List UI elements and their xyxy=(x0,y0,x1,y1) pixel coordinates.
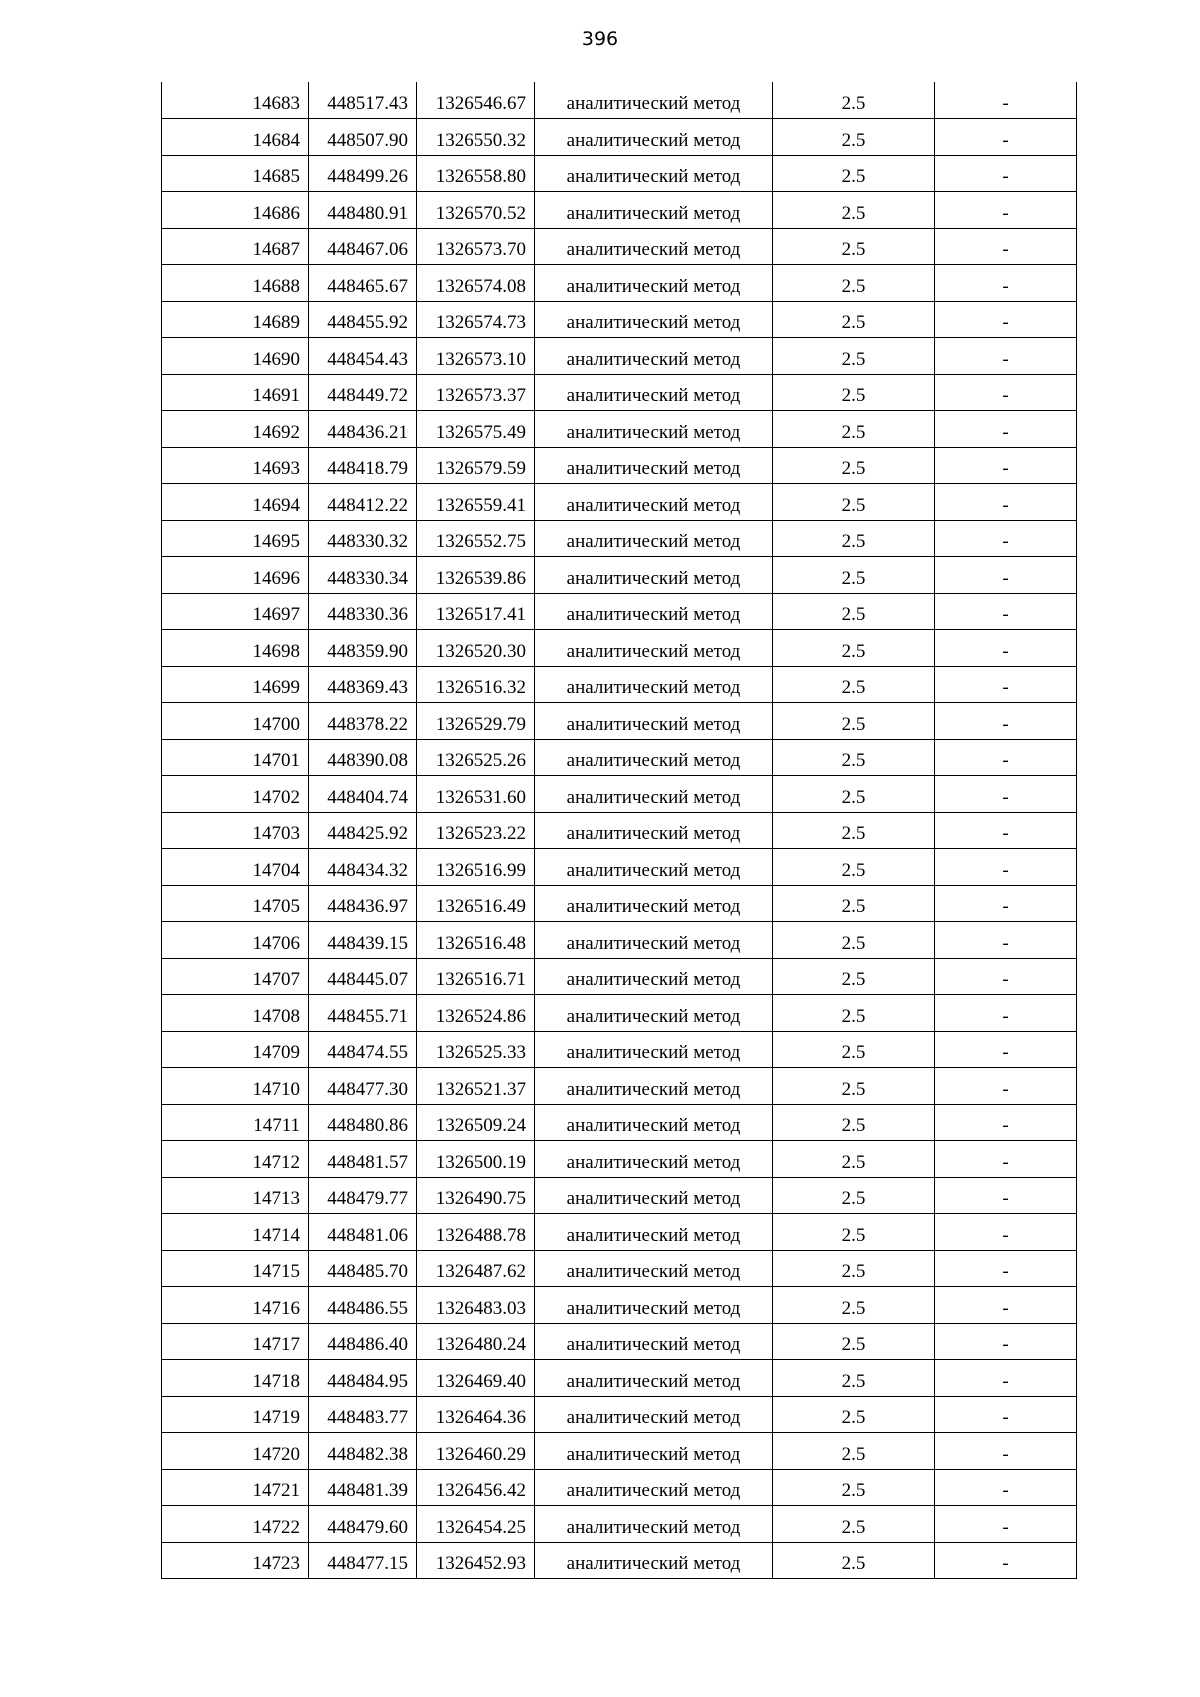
table-row xyxy=(162,1323,1077,1360)
point-number-cell: 14713 xyxy=(162,1177,309,1214)
x-coordinate-cell: 448445.07 xyxy=(309,958,417,995)
method-cell: аналитический метод xyxy=(535,703,773,740)
accuracy-cell: 2.5 xyxy=(773,1323,935,1360)
point-number-cell: 14709 xyxy=(162,1031,309,1068)
x-coordinate-cell: 448480.91 xyxy=(309,192,417,229)
method-cell: аналитический метод xyxy=(535,119,773,156)
y-coordinate-cell: 1326516.32 xyxy=(417,666,535,703)
note-cell: - xyxy=(935,1068,1077,1105)
note-cell: - xyxy=(935,192,1077,229)
note-cell: - xyxy=(935,155,1077,192)
y-coordinate-cell: 1326558.80 xyxy=(417,155,535,192)
x-coordinate-cell: 448483.77 xyxy=(309,1396,417,1433)
table-row xyxy=(162,411,1077,448)
accuracy-cell: 2.5 xyxy=(773,192,935,229)
accuracy-cell: 2.5 xyxy=(773,557,935,594)
point-number-cell: 14716 xyxy=(162,1287,309,1324)
method-cell: аналитический метод xyxy=(535,1177,773,1214)
table-row xyxy=(162,82,1077,119)
accuracy-cell: 2.5 xyxy=(773,958,935,995)
note-cell: - xyxy=(935,739,1077,776)
method-cell: аналитический метод xyxy=(535,557,773,594)
point-number-cell: 14701 xyxy=(162,739,309,776)
table-row xyxy=(162,885,1077,922)
method-cell: аналитический метод xyxy=(535,593,773,630)
method-cell: аналитический метод xyxy=(535,301,773,338)
table-row xyxy=(162,557,1077,594)
accuracy-cell: 2.5 xyxy=(773,301,935,338)
point-number-cell: 14707 xyxy=(162,958,309,995)
method-cell: аналитический метод xyxy=(535,995,773,1032)
table-row xyxy=(162,1360,1077,1397)
method-cell: аналитический метод xyxy=(535,1323,773,1360)
method-cell: аналитический метод xyxy=(535,776,773,813)
table-row xyxy=(162,447,1077,484)
y-coordinate-cell: 1326524.86 xyxy=(417,995,535,1032)
point-number-cell: 14687 xyxy=(162,228,309,265)
table-row xyxy=(162,338,1077,375)
note-cell: - xyxy=(935,1287,1077,1324)
note-cell: - xyxy=(935,338,1077,375)
page-number: 396 xyxy=(581,28,619,50)
method-cell: аналитический метод xyxy=(535,849,773,886)
point-number-cell: 14711 xyxy=(162,1104,309,1141)
note-cell: - xyxy=(935,885,1077,922)
accuracy-cell: 2.5 xyxy=(773,1287,935,1324)
table-row xyxy=(162,958,1077,995)
note-cell: - xyxy=(935,1141,1077,1178)
method-cell: аналитический метод xyxy=(535,1506,773,1543)
y-coordinate-cell: 1326575.49 xyxy=(417,411,535,448)
table-row xyxy=(162,1068,1077,1105)
method-cell: аналитический метод xyxy=(535,666,773,703)
y-coordinate-cell: 1326529.79 xyxy=(417,703,535,740)
method-cell: аналитический метод xyxy=(535,812,773,849)
method-cell: аналитический метод xyxy=(535,1068,773,1105)
table-row xyxy=(162,1542,1077,1579)
x-coordinate-cell: 448412.22 xyxy=(309,484,417,521)
method-cell: аналитический метод xyxy=(535,411,773,448)
y-coordinate-cell: 1326574.08 xyxy=(417,265,535,302)
x-coordinate-cell: 448436.97 xyxy=(309,885,417,922)
note-cell: - xyxy=(935,995,1077,1032)
x-coordinate-cell: 448404.74 xyxy=(309,776,417,813)
accuracy-cell: 2.5 xyxy=(773,1250,935,1287)
table-row xyxy=(162,374,1077,411)
method-cell: аналитический метод xyxy=(535,155,773,192)
note-cell: - xyxy=(935,958,1077,995)
y-coordinate-cell: 1326500.19 xyxy=(417,1141,535,1178)
note-cell: - xyxy=(935,1031,1077,1068)
y-coordinate-cell: 1326517.41 xyxy=(417,593,535,630)
accuracy-cell: 2.5 xyxy=(773,1506,935,1543)
note-cell: - xyxy=(935,1396,1077,1433)
method-cell: аналитический метод xyxy=(535,1104,773,1141)
y-coordinate-cell: 1326483.03 xyxy=(417,1287,535,1324)
accuracy-cell: 2.5 xyxy=(773,228,935,265)
note-cell: - xyxy=(935,1360,1077,1397)
note-cell: - xyxy=(935,520,1077,557)
point-number-cell: 14702 xyxy=(162,776,309,813)
table-row xyxy=(162,1250,1077,1287)
note-cell: - xyxy=(935,922,1077,959)
y-coordinate-cell: 1326523.22 xyxy=(417,812,535,849)
y-coordinate-cell: 1326552.75 xyxy=(417,520,535,557)
method-cell: аналитический метод xyxy=(535,630,773,667)
point-number-cell: 14697 xyxy=(162,593,309,630)
accuracy-cell: 2.5 xyxy=(773,411,935,448)
note-cell: - xyxy=(935,228,1077,265)
accuracy-cell: 2.5 xyxy=(773,82,935,119)
table-row xyxy=(162,922,1077,959)
y-coordinate-cell: 1326452.93 xyxy=(417,1542,535,1579)
table-row xyxy=(162,776,1077,813)
x-coordinate-cell: 448439.15 xyxy=(309,922,417,959)
method-cell: аналитический метод xyxy=(535,958,773,995)
point-number-cell: 14689 xyxy=(162,301,309,338)
y-coordinate-cell: 1326520.30 xyxy=(417,630,535,667)
x-coordinate-cell: 448455.71 xyxy=(309,995,417,1032)
x-coordinate-cell: 448425.92 xyxy=(309,812,417,849)
x-coordinate-cell: 448477.15 xyxy=(309,1542,417,1579)
note-cell: - xyxy=(935,703,1077,740)
note-cell: - xyxy=(935,849,1077,886)
x-coordinate-cell: 448517.43 xyxy=(309,82,417,119)
x-coordinate-cell: 448485.70 xyxy=(309,1250,417,1287)
table-row xyxy=(162,192,1077,229)
accuracy-cell: 2.5 xyxy=(773,1141,935,1178)
method-cell: аналитический метод xyxy=(535,228,773,265)
point-number-cell: 14719 xyxy=(162,1396,309,1433)
point-number-cell: 14704 xyxy=(162,849,309,886)
note-cell: - xyxy=(935,447,1077,484)
note-cell: - xyxy=(935,411,1077,448)
accuracy-cell: 2.5 xyxy=(773,374,935,411)
point-number-cell: 14690 xyxy=(162,338,309,375)
note-cell: - xyxy=(935,119,1077,156)
accuracy-cell: 2.5 xyxy=(773,484,935,521)
x-coordinate-cell: 448480.86 xyxy=(309,1104,417,1141)
x-coordinate-cell: 448418.79 xyxy=(309,447,417,484)
method-cell: аналитический метод xyxy=(535,1542,773,1579)
method-cell: аналитический метод xyxy=(535,1396,773,1433)
x-coordinate-cell: 448482.38 xyxy=(309,1433,417,1470)
point-number-cell: 14717 xyxy=(162,1323,309,1360)
point-number-cell: 14712 xyxy=(162,1141,309,1178)
y-coordinate-cell: 1326490.75 xyxy=(417,1177,535,1214)
table-row xyxy=(162,995,1077,1032)
point-number-cell: 14710 xyxy=(162,1068,309,1105)
method-cell: аналитический метод xyxy=(535,1287,773,1324)
x-coordinate-cell: 448455.92 xyxy=(309,301,417,338)
y-coordinate-cell: 1326469.40 xyxy=(417,1360,535,1397)
point-number-cell: 14715 xyxy=(162,1250,309,1287)
note-cell: - xyxy=(935,593,1077,630)
table-row xyxy=(162,666,1077,703)
table-row xyxy=(162,520,1077,557)
table-row xyxy=(162,301,1077,338)
x-coordinate-cell: 448486.55 xyxy=(309,1287,417,1324)
note-cell: - xyxy=(935,557,1077,594)
method-cell: аналитический метод xyxy=(535,1031,773,1068)
y-coordinate-cell: 1326531.60 xyxy=(417,776,535,813)
x-coordinate-cell: 448467.06 xyxy=(309,228,417,265)
point-number-cell: 14691 xyxy=(162,374,309,411)
note-cell: - xyxy=(935,1104,1077,1141)
method-cell: аналитический метод xyxy=(535,265,773,302)
table-row xyxy=(162,1396,1077,1433)
y-coordinate-cell: 1326480.24 xyxy=(417,1323,535,1360)
y-coordinate-cell: 1326546.67 xyxy=(417,82,535,119)
x-coordinate-cell: 448378.22 xyxy=(309,703,417,740)
accuracy-cell: 2.5 xyxy=(773,1469,935,1506)
x-coordinate-cell: 448436.21 xyxy=(309,411,417,448)
table-row xyxy=(162,739,1077,776)
point-number-cell: 14723 xyxy=(162,1542,309,1579)
method-cell: аналитический метод xyxy=(535,739,773,776)
accuracy-cell: 2.5 xyxy=(773,338,935,375)
method-cell: аналитический метод xyxy=(535,447,773,484)
x-coordinate-cell: 448330.36 xyxy=(309,593,417,630)
y-coordinate-cell: 1326488.78 xyxy=(417,1214,535,1251)
table-row xyxy=(162,630,1077,667)
point-number-cell: 14693 xyxy=(162,447,309,484)
x-coordinate-cell: 448465.67 xyxy=(309,265,417,302)
x-coordinate-cell: 448507.90 xyxy=(309,119,417,156)
accuracy-cell: 2.5 xyxy=(773,520,935,557)
accuracy-cell: 2.5 xyxy=(773,1542,935,1579)
method-cell: аналитический метод xyxy=(535,922,773,959)
y-coordinate-cell: 1326570.52 xyxy=(417,192,535,229)
accuracy-cell: 2.5 xyxy=(773,1396,935,1433)
method-cell: аналитический метод xyxy=(535,82,773,119)
point-number-cell: 14688 xyxy=(162,265,309,302)
method-cell: аналитический метод xyxy=(535,1433,773,1470)
note-cell: - xyxy=(935,1177,1077,1214)
note-cell: - xyxy=(935,1542,1077,1579)
x-coordinate-cell: 448481.57 xyxy=(309,1141,417,1178)
method-cell: аналитический метод xyxy=(535,885,773,922)
accuracy-cell: 2.5 xyxy=(773,447,935,484)
x-coordinate-cell: 448481.39 xyxy=(309,1469,417,1506)
accuracy-cell: 2.5 xyxy=(773,739,935,776)
x-coordinate-cell: 448484.95 xyxy=(309,1360,417,1397)
accuracy-cell: 2.5 xyxy=(773,812,935,849)
point-number-cell: 14703 xyxy=(162,812,309,849)
method-cell: аналитический метод xyxy=(535,1141,773,1178)
y-coordinate-cell: 1326454.25 xyxy=(417,1506,535,1543)
y-coordinate-cell: 1326521.37 xyxy=(417,1068,535,1105)
table-row xyxy=(162,155,1077,192)
point-number-cell: 14683 xyxy=(162,82,309,119)
accuracy-cell: 2.5 xyxy=(773,885,935,922)
y-coordinate-cell: 1326579.59 xyxy=(417,447,535,484)
table-row xyxy=(162,1469,1077,1506)
point-number-cell: 14722 xyxy=(162,1506,309,1543)
y-coordinate-cell: 1326573.70 xyxy=(417,228,535,265)
x-coordinate-cell: 448499.26 xyxy=(309,155,417,192)
accuracy-cell: 2.5 xyxy=(773,995,935,1032)
point-number-cell: 14700 xyxy=(162,703,309,740)
point-number-cell: 14714 xyxy=(162,1214,309,1251)
accuracy-cell: 2.5 xyxy=(773,1031,935,1068)
accuracy-cell: 2.5 xyxy=(773,703,935,740)
accuracy-cell: 2.5 xyxy=(773,265,935,302)
table-row xyxy=(162,1506,1077,1543)
table-row xyxy=(162,484,1077,521)
y-coordinate-cell: 1326509.24 xyxy=(417,1104,535,1141)
note-cell: - xyxy=(935,1214,1077,1251)
table-row xyxy=(162,812,1077,849)
note-cell: - xyxy=(935,630,1077,667)
note-cell: - xyxy=(935,812,1077,849)
note-cell: - xyxy=(935,1506,1077,1543)
method-cell: аналитический метод xyxy=(535,1250,773,1287)
point-number-cell: 14699 xyxy=(162,666,309,703)
table-row xyxy=(162,1104,1077,1141)
y-coordinate-cell: 1326573.10 xyxy=(417,338,535,375)
y-coordinate-cell: 1326573.37 xyxy=(417,374,535,411)
accuracy-cell: 2.5 xyxy=(773,119,935,156)
x-coordinate-cell: 448477.30 xyxy=(309,1068,417,1105)
x-coordinate-cell: 448474.55 xyxy=(309,1031,417,1068)
table-row xyxy=(162,593,1077,630)
x-coordinate-cell: 448359.90 xyxy=(309,630,417,667)
point-number-cell: 14698 xyxy=(162,630,309,667)
table-row xyxy=(162,1177,1077,1214)
y-coordinate-cell: 1326516.71 xyxy=(417,958,535,995)
point-number-cell: 14720 xyxy=(162,1433,309,1470)
table-body xyxy=(162,82,1077,1579)
accuracy-cell: 2.5 xyxy=(773,1214,935,1251)
accuracy-cell: 2.5 xyxy=(773,155,935,192)
accuracy-cell: 2.5 xyxy=(773,593,935,630)
point-number-cell: 14718 xyxy=(162,1360,309,1397)
point-number-cell: 14686 xyxy=(162,192,309,229)
table-row xyxy=(162,1141,1077,1178)
x-coordinate-cell: 448479.60 xyxy=(309,1506,417,1543)
coordinates-table xyxy=(161,82,1077,1579)
accuracy-cell: 2.5 xyxy=(773,776,935,813)
x-coordinate-cell: 448330.34 xyxy=(309,557,417,594)
x-coordinate-cell: 448434.32 xyxy=(309,849,417,886)
x-coordinate-cell: 448449.72 xyxy=(309,374,417,411)
note-cell: - xyxy=(935,374,1077,411)
accuracy-cell: 2.5 xyxy=(773,1433,935,1470)
point-number-cell: 14695 xyxy=(162,520,309,557)
point-number-cell: 14705 xyxy=(162,885,309,922)
accuracy-cell: 2.5 xyxy=(773,1360,935,1397)
point-number-cell: 14721 xyxy=(162,1469,309,1506)
table-row xyxy=(162,849,1077,886)
method-cell: аналитический метод xyxy=(535,338,773,375)
point-number-cell: 14692 xyxy=(162,411,309,448)
x-coordinate-cell: 448369.43 xyxy=(309,666,417,703)
note-cell: - xyxy=(935,1469,1077,1506)
table-row xyxy=(162,1287,1077,1324)
note-cell: - xyxy=(935,265,1077,302)
accuracy-cell: 2.5 xyxy=(773,666,935,703)
note-cell: - xyxy=(935,1323,1077,1360)
method-cell: аналитический метод xyxy=(535,520,773,557)
y-coordinate-cell: 1326464.36 xyxy=(417,1396,535,1433)
point-number-cell: 14685 xyxy=(162,155,309,192)
table-row xyxy=(162,1433,1077,1470)
point-number-cell: 14684 xyxy=(162,119,309,156)
note-cell: - xyxy=(935,82,1077,119)
table-row xyxy=(162,119,1077,156)
y-coordinate-cell: 1326559.41 xyxy=(417,484,535,521)
point-number-cell: 14706 xyxy=(162,922,309,959)
y-coordinate-cell: 1326539.86 xyxy=(417,557,535,594)
x-coordinate-cell: 448486.40 xyxy=(309,1323,417,1360)
x-coordinate-cell: 448481.06 xyxy=(309,1214,417,1251)
point-number-cell: 14696 xyxy=(162,557,309,594)
x-coordinate-cell: 448479.77 xyxy=(309,1177,417,1214)
table-row xyxy=(162,265,1077,302)
note-cell: - xyxy=(935,484,1077,521)
accuracy-cell: 2.5 xyxy=(773,630,935,667)
method-cell: аналитический метод xyxy=(535,1360,773,1397)
method-cell: аналитический метод xyxy=(535,192,773,229)
accuracy-cell: 2.5 xyxy=(773,849,935,886)
accuracy-cell: 2.5 xyxy=(773,922,935,959)
point-number-cell: 14694 xyxy=(162,484,309,521)
table-row xyxy=(162,1214,1077,1251)
table-row xyxy=(162,1031,1077,1068)
point-number-cell: 14708 xyxy=(162,995,309,1032)
y-coordinate-cell: 1326574.73 xyxy=(417,301,535,338)
x-coordinate-cell: 448330.32 xyxy=(309,520,417,557)
x-coordinate-cell: 448454.43 xyxy=(309,338,417,375)
method-cell: аналитический метод xyxy=(535,484,773,521)
note-cell: - xyxy=(935,301,1077,338)
y-coordinate-cell: 1326516.99 xyxy=(417,849,535,886)
method-cell: аналитический метод xyxy=(535,1214,773,1251)
y-coordinate-cell: 1326516.48 xyxy=(417,922,535,959)
method-cell: аналитический метод xyxy=(535,1469,773,1506)
y-coordinate-cell: 1326525.26 xyxy=(417,739,535,776)
y-coordinate-cell: 1326456.42 xyxy=(417,1469,535,1506)
method-cell: аналитический метод xyxy=(535,374,773,411)
y-coordinate-cell: 1326487.62 xyxy=(417,1250,535,1287)
note-cell: - xyxy=(935,1433,1077,1470)
y-coordinate-cell: 1326525.33 xyxy=(417,1031,535,1068)
y-coordinate-cell: 1326550.32 xyxy=(417,119,535,156)
accuracy-cell: 2.5 xyxy=(773,1177,935,1214)
x-coordinate-cell: 448390.08 xyxy=(309,739,417,776)
accuracy-cell: 2.5 xyxy=(773,1068,935,1105)
table-row xyxy=(162,703,1077,740)
table-row xyxy=(162,228,1077,265)
accuracy-cell: 2.5 xyxy=(773,1104,935,1141)
note-cell: - xyxy=(935,666,1077,703)
y-coordinate-cell: 1326460.29 xyxy=(417,1433,535,1470)
note-cell: - xyxy=(935,776,1077,813)
note-cell: - xyxy=(935,1250,1077,1287)
y-coordinate-cell: 1326516.49 xyxy=(417,885,535,922)
